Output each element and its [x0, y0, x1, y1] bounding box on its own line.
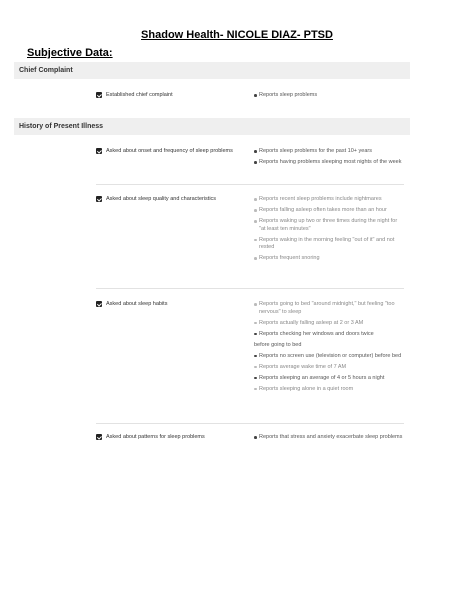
document-title: Shadow Health- NICOLE DIAZ- PTSD	[141, 29, 333, 41]
action-label: Asked about onset and frequency of sleep problems	[106, 148, 233, 154]
findings-list	[254, 148, 404, 170]
finding-text: Reports actually falling asleep at 2 or 3 AM	[259, 319, 364, 326]
bullet-icon	[254, 366, 257, 369]
finding-text: Reports sleep problems for the past 10+ years	[259, 148, 372, 154]
bullet-icon	[254, 436, 257, 439]
action-label: Asked about patterns for sleep problems	[106, 434, 205, 440]
finding-item	[254, 148, 404, 156]
finding-item	[254, 342, 404, 350]
bullet-icon	[254, 161, 257, 164]
hpi-action-onset	[96, 148, 236, 156]
bullet-icon	[254, 388, 257, 391]
finding-item	[254, 301, 404, 316]
finding-text: Reports recent sleep problems include nightmares	[259, 196, 382, 202]
finding-text: Reports sleeping alone in a quiet room	[259, 385, 354, 392]
hpi-action-patterns	[96, 434, 236, 442]
finding-item	[254, 353, 404, 361]
chief-complaint-header: Chief Complaint	[14, 62, 410, 79]
findings-list	[254, 434, 404, 445]
action-label: Established chief complaint	[106, 92, 173, 98]
finding-text: Reports average wake time of 7 AM	[259, 363, 347, 370]
finding-text: Reports going to bed "around midnight," but feeling "too nervous" to sleep	[259, 301, 395, 315]
finding-text: Reports sleeping an average of 4 or 5 hours a night	[259, 374, 385, 381]
bullet-icon	[254, 239, 257, 242]
finding-item	[254, 375, 404, 383]
bullet-icon	[254, 209, 257, 212]
bullet-icon	[254, 257, 257, 260]
finding-text: Reports having problems sleeping most nights of the week	[259, 159, 402, 165]
finding-item	[254, 237, 404, 252]
bullet-icon	[254, 355, 257, 358]
checked-checkbox-icon	[96, 301, 102, 307]
finding-item	[254, 159, 404, 167]
finding-item	[254, 364, 404, 372]
history-present-illness-header: History of Present Illness	[14, 118, 410, 135]
finding-item	[254, 92, 404, 100]
row-divider	[96, 184, 404, 185]
finding-item	[254, 331, 404, 339]
row-divider	[96, 423, 404, 424]
finding-text: Reports checking her windows and doors twice	[259, 330, 374, 337]
bullet-icon	[254, 94, 257, 97]
bullet-icon	[254, 150, 257, 153]
bullet-icon	[254, 220, 257, 223]
bullet-icon	[254, 333, 257, 336]
hpi-action-quality	[96, 196, 236, 204]
chief-complaint-action	[96, 92, 236, 100]
finding-text: Reports frequent snoring	[259, 255, 320, 261]
checked-checkbox-icon	[96, 434, 102, 440]
findings-list	[254, 196, 404, 266]
finding-text: Reports waking up two or three times during the night for "at least ten minutes"	[259, 218, 398, 232]
row-divider	[96, 288, 404, 289]
finding-text: Reports waking in the morning feeling "out of it" and not rested	[259, 236, 395, 250]
checked-checkbox-icon	[96, 148, 102, 154]
finding-text: Reports falling asleep often takes more than an hour	[259, 207, 387, 213]
hpi-action-habits	[96, 301, 236, 309]
finding-item	[254, 218, 404, 233]
checked-checkbox-icon	[96, 196, 102, 202]
finding-item	[254, 320, 404, 328]
finding-item	[254, 434, 404, 442]
finding-text: before going to bed	[254, 341, 302, 348]
finding-item	[254, 207, 404, 215]
bullet-icon	[254, 377, 257, 380]
checked-checkbox-icon	[96, 92, 102, 98]
finding-text: Reports sleep problems	[259, 92, 318, 98]
findings-list	[254, 301, 404, 397]
action-label: Asked about sleep habits	[106, 301, 168, 307]
bullet-icon	[254, 322, 257, 325]
subjective-data-heading: Subjective Data:	[27, 47, 113, 59]
finding-item	[254, 196, 404, 204]
finding-item	[254, 386, 404, 394]
action-label: Asked about sleep quality and characteristics	[106, 196, 217, 202]
finding-text: Reports no screen use (television or computer) before bed	[259, 352, 402, 359]
findings-list	[254, 92, 404, 103]
finding-text: Reports that stress and anxiety exacerbate sleep problems	[259, 434, 403, 440]
bullet-icon	[254, 198, 257, 201]
bullet-icon	[254, 303, 257, 306]
finding-item	[254, 255, 404, 263]
